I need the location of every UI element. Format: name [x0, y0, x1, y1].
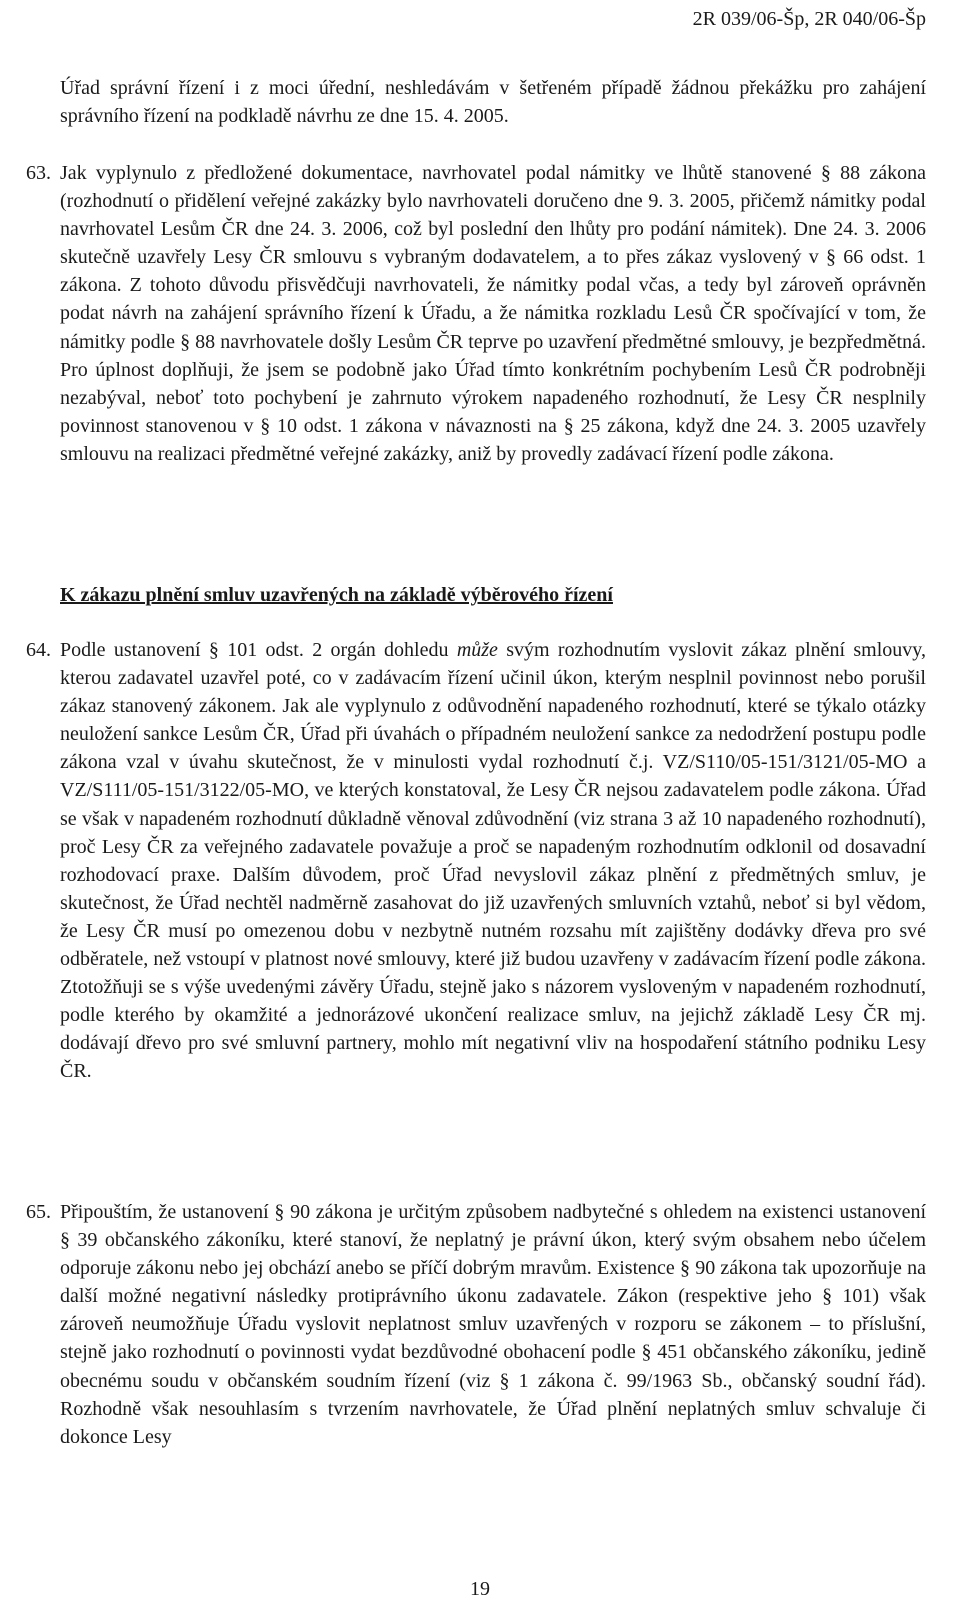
- page-number: 19: [470, 1578, 490, 1600]
- paragraph-63: [26, 159, 926, 468]
- paragraph-number: 64.: [26, 639, 51, 661]
- paragraph-text: Jak vyplynulo z předložené dokumentace, navrhovatel podal námitky ve lhůtě stanovené § 88 zákona (rozhodnutí o přidělení veřejné zakázky bylo navrhovateli doručeno dne 9. 3. 2005, přičemž námitky podal navrhovatel Lesům ČR dne 24. 3. 2006, což byl poslední den lhůty pro podání námitek). Dne 24. 3. 2006 skutečně uzavřely Lesy ČR smlouvu s vybraným dodavatelem, a to přes zákaz vyslovený v § 66 odst. 1 zákona. Z tohoto důvodu přisvědčuji navrhovateli, že námitky podal včas, a tedy byl zároveň oprávněn podat návrh na zahájení správního řízení k Úřadu, a že námitka rozkladu Lesů ČR spočívající v tom, že námitky podle § 88 navrhovatele došly Lesům ČR teprve po uzavření předmětné smlouvy, je bezpředmětná. Pro úplnost doplňuji, že jsem se podobně jako Úřad tímto konkrétním pochybením Lesů ČR podrobněji nezabýval, neboť toto pochybení je zahrnuto výrokem napadeného rozhodnutí, že Lesy ČR nesplnily povinnost stanovenou v § 10 odst. 1 zákona v návaznosti na § 25 zákona, když dne 24. 3. 2005 uzavřely smlouvu na realizaci předmětné veřejné zakázky, aniž by provedly zadávací řízení podle zákona.: [60, 162, 926, 465]
- paragraph-number: 65.: [26, 1201, 51, 1223]
- paragraph-text-part: Podle ustanovení § 101 odst. 2 orgán dohledu: [60, 639, 457, 661]
- section-heading: K zákazu plnění smluv uzavřených na základě výběrového řízení: [60, 584, 613, 606]
- paragraph-text-part: svým rozhodnutím vyslovit zákaz plnění smlouvy, kterou zadavatel uzavřel poté, co v zadávacím řízení učinil úkon, kterým nesplnil povinnost nebo porušil zákaz stanovený zákonem. Jak ale vyplynulo z odůvodnění napadeného rozhodnutí, které se týkalo otázky neuložení sankce Lesům ČR, Úřad při úvahách o případném neuložení sankce za nedodržení postupu podle zákona vzal v úvahu skutečnost, že v minulosti vydal rozhodnutí č.j. VZ/S110/05-151/3121/05-MO a VZ/S111/05-151/3122/05-MO, ve kterých konstatoval, že Lesy ČR nejsou zadavatelem podle zákona. Úřad se však v napadeném rozhodnutí důkladně věnoval zdůvodnění (viz strana 3 až 10 napadeného rozhodnutí), proč Lesy ČR za veřejného zadavatele považuje a proč se napadeným rozhodnutím odklonil od dosavadní rozhodovací praxe. Dalším důvodem, proč Úřad nevyslovil zákaz plnění z předmětných smluv, je skutečnost, že Úřad nechtěl nadměrně zasahovat do již uzavřených smluvních vztahů, neboť si byl vědom, že Lesy ČR musí po omezenou dobu v nezbytně nutném rozsahu mít zajištěny dodávky dřeva pro své odběratele, než vstoupí v platnost nové smlouvy, které již budou uzavřeny v zadávacím řízení podle zákona. Ztotožňuji se s výše uvedenými závěry Úřadu, stejně jako s názorem vysloveným v napadeném rozhodnutí, podle kterého by okamžité a jednorázové ukončení realizace smluv, na jejichž základě Lesy ČR mj. dodávají dřevo pro své smluvní partnery, mohlo mít negativní vliv na hospodaření státního podniku Lesy ČR.: [60, 639, 926, 1083]
- paragraph-text: Připouštím, že ustanovení § 90 zákona je určitým způsobem nadbytečné s ohledem na existenci ustanovení § 39 občanského zákoníku, které stanoví, že neplatný je právní úkon, který svým obsahem nebo účelem odporuje zákonu nebo jej obchází anebo se příčí dobrým mravům. Existence § 90 zákona tak upozorňuje na další možné negativní následky protiprávního úkonu zadavatele. Zákon (respektive jeho § 101) však zároveň neumožňuje Úřadu vyslovit neplatnost smluv uzavřených v rozporu se zákonem – to příslušní, stejně jako rozhodnutí o povinnosti vydat bezdůvodné obohacení podle § 451 občanského zákoníku, jedině obecnému soudu v občanském soudním řízení (viz § 1 zákona č. 99/1963 Sb., občanský soudní řád). Rozhodně však nesouhlasím s tvrzením navrhovatele, že Úřad plnění neplatných smluv schvaluje či dokonce Lesy: [60, 1201, 926, 1448]
- paragraph-65: [26, 1198, 926, 1451]
- paragraph-text: [60, 636, 926, 1086]
- intro-paragraph: [60, 74, 926, 130]
- paragraph-number: 63.: [26, 162, 51, 184]
- intro-paragraph-text: Úřad správní řízení i z moci úřední, neshledávám v šetřeném případě žádnou překážku pro zahájení správního řízení na podkladě návrhu ze dne 15. 4. 2005.: [60, 77, 926, 128]
- paragraph-64: [26, 636, 926, 1086]
- emphasized-word: může: [456, 639, 498, 661]
- document-reference-header: 2R 039/06-Šp, 2R 040/06-Šp: [692, 8, 926, 30]
